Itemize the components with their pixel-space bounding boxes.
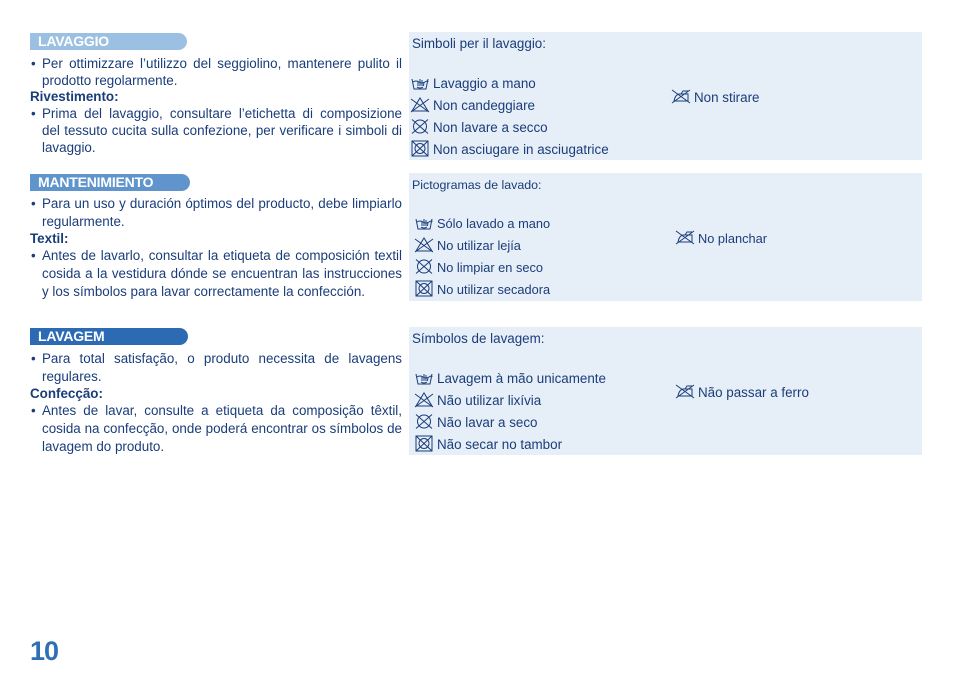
no-bleach-icon: [414, 236, 434, 253]
symbol-row: [410, 135, 609, 157]
symbol-label: No limpiar en seco: [437, 260, 543, 275]
symbol-label: Não lavar a seco: [437, 415, 538, 430]
no-tumble-dry-icon: [414, 280, 434, 297]
symbols-box-spanish: [409, 173, 922, 301]
section-header-lavagem: LAVAGEM: [30, 328, 188, 345]
symbol-row: [414, 408, 606, 430]
section-mantenimiento: [30, 174, 402, 301]
no-iron-icon: [671, 88, 691, 105]
hand-wash-icon: [414, 214, 434, 231]
bullet-dot: •: [31, 106, 36, 121]
no-dry-clean-icon: [414, 258, 434, 275]
symbols-box-italian: [409, 32, 922, 160]
symbol-row: [414, 275, 550, 297]
symbol-row: [414, 386, 606, 408]
no-bleach-icon: [410, 96, 430, 113]
symbol-row: [414, 253, 550, 275]
section-header-mantenimiento: MANTENIMIENTO: [30, 174, 190, 191]
symbol-label: No utilizar secadora: [437, 282, 551, 297]
symbols-title: Pictogramas de lavado:: [412, 178, 542, 192]
symbols-title: Simboli per il lavaggio:: [412, 36, 546, 51]
bullet-item: [30, 195, 402, 231]
symbol-label: Lavagem à mão unicamente: [437, 371, 606, 386]
symbol-label: Sólo lavado a mano: [437, 216, 551, 231]
no-tumble-dry-icon: [414, 435, 434, 452]
symbol-row: [675, 229, 767, 246]
symbol-row: [675, 383, 809, 400]
section-lavaggio: [30, 33, 402, 156]
symbol-label: Não utilizar lixívia: [437, 393, 542, 408]
symbol-row: [410, 113, 609, 135]
bullet-text: Prima del lavaggio, consultare l’etichetta di composizione del tessuto cucita sulla confezione, per verificare i simboli di lavaggio.: [42, 106, 402, 155]
section-header-lavaggio: LAVAGGIO: [30, 33, 187, 50]
bullet-text: Para total satisfação, o produto necessita de lavagens regulares.: [42, 351, 402, 384]
bullet-item: [30, 402, 402, 456]
bullet-item: [30, 55, 402, 89]
symbol-label: No planchar: [698, 231, 768, 246]
symbols-box-portuguese: [409, 327, 922, 455]
symbol-label: Non asciugare in asciugatrice: [433, 142, 609, 157]
symbol-row: [414, 231, 550, 253]
no-bleach-icon: [414, 391, 434, 408]
bullet-text: Para un uso y duración óptimos del producto, debe limpiarlo regularmente.: [42, 196, 402, 229]
symbol-row: [410, 69, 609, 91]
hand-wash-icon: [410, 74, 430, 91]
bullet-text: Antes de lavarlo, consultar la etiqueta de composición textil cosida a la vestidura dónde se encuentran las instrucciones y los símbolos para lavar correctamente la confección.: [42, 248, 402, 299]
subheading-rivestimento: Rivestimento:: [30, 89, 119, 104]
bullet-text: Per ottimizzare l’utilizzo del seggiolino, mantenere pulito il prodotto regolarmente.: [42, 56, 402, 88]
symbol-label: Non lavare a secco: [433, 120, 548, 135]
bullet-dot: •: [31, 351, 36, 366]
bullet-dot: •: [31, 248, 36, 263]
symbol-label: Lavaggio a mano: [433, 76, 536, 91]
symbol-row: [410, 91, 609, 113]
bullet-text: Antes de lavar, consulte a etiqueta da composição têxtil, cosida na confecção, onde poderá encontrar os símbolos de lavagem do produto.: [42, 403, 402, 454]
bullet-item: [30, 247, 402, 301]
section-lavagem: [30, 328, 402, 456]
no-iron-icon: [675, 383, 695, 400]
symbol-row: [414, 430, 606, 452]
symbol-label: Non candeggiare: [433, 98, 535, 113]
bullet-item: [30, 350, 402, 386]
bullet-dot: •: [31, 403, 36, 418]
symbol-row: [414, 364, 606, 386]
hand-wash-icon: [414, 369, 434, 386]
symbol-label: Non stirare: [694, 90, 760, 105]
symbols-title: Símbolos de lavagem:: [412, 331, 545, 346]
bullet-dot: •: [31, 196, 36, 211]
symbols-list: [414, 364, 606, 452]
no-iron-icon: [675, 229, 695, 246]
symbol-row: [414, 209, 550, 231]
no-dry-clean-icon: [410, 118, 430, 135]
no-tumble-dry-icon: [410, 140, 430, 157]
symbol-label: No utilizar lejía: [437, 238, 521, 253]
symbols-list: [414, 209, 550, 297]
symbol-label: Não passar a ferro: [698, 385, 809, 400]
subheading-confeccao: Confecção:: [30, 386, 103, 401]
symbols-list: [410, 69, 609, 157]
bullet-dot: •: [31, 56, 36, 71]
bullet-item: [30, 105, 402, 156]
symbol-label: Não secar no tambor: [437, 437, 563, 452]
symbol-row: [671, 88, 760, 105]
page-number: 10: [30, 636, 59, 666]
subheading-textil: Textil:: [30, 231, 69, 246]
no-dry-clean-icon: [414, 413, 434, 430]
